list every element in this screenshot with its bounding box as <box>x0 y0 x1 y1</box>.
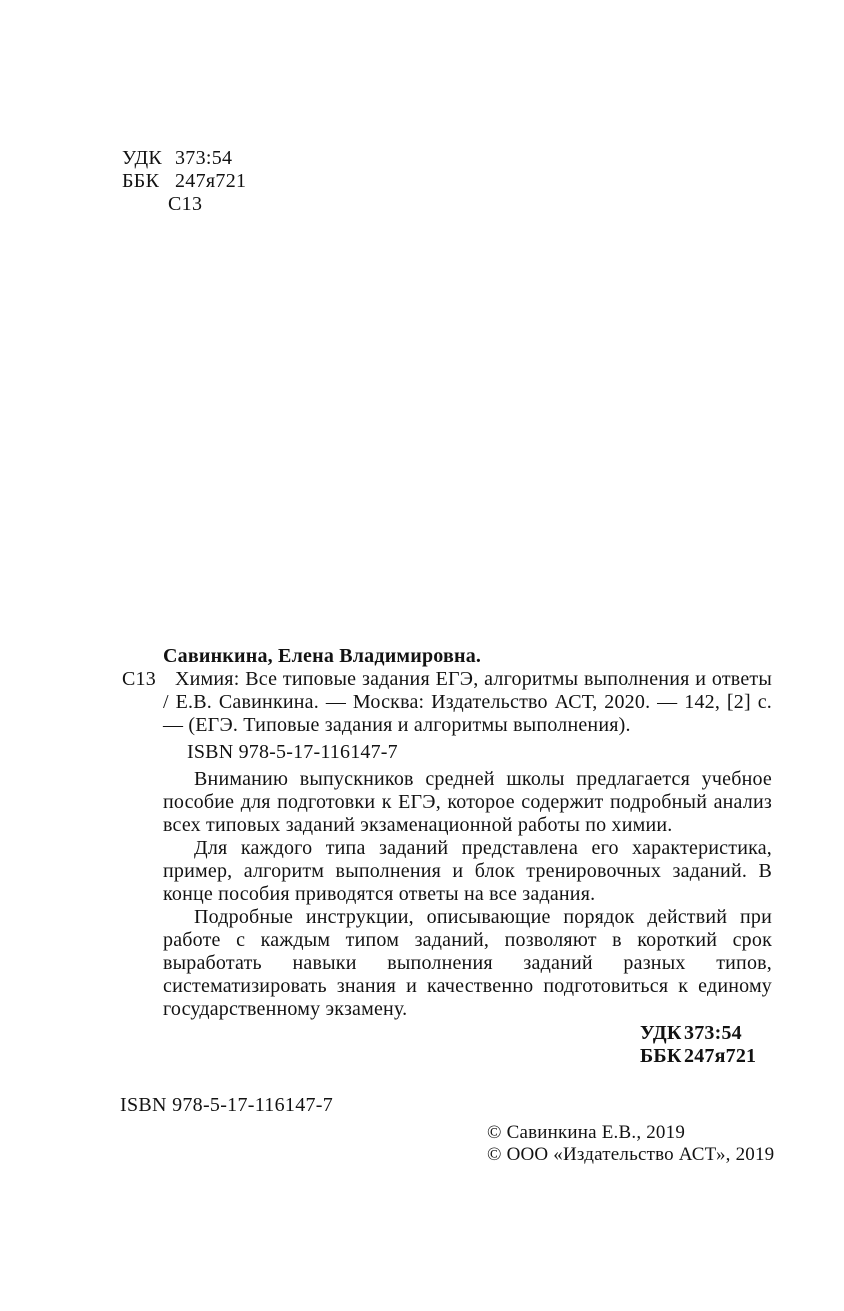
isbn-bottom: ISBN 978-5-17-116147-7 <box>120 1094 334 1116</box>
author-sign-margin: С13 <box>122 668 156 690</box>
udk-label-bottom: УДК <box>640 1022 682 1044</box>
udk-label: УДК <box>122 147 163 169</box>
copyright-author: © Савинкина Е.В., 2019 <box>487 1122 686 1143</box>
author-sign-value: С13 <box>168 193 203 215</box>
bbk-value-bottom: 247я721 <box>684 1045 757 1067</box>
annotation-paragraph: Вниманию выпускников средней школы предлагается учебное пособие для подготовки к ЕГЭ, которое содержит подробный анализ всех типовых заданий экзаменационной работы по химии. <box>163 768 772 836</box>
bbk-label-bottom: ББК <box>640 1045 682 1067</box>
bibliographic-description <box>122 668 772 737</box>
bbk-code-row-bottom <box>640 1045 772 1068</box>
classification-codes-bottom <box>640 1022 772 1068</box>
isbn-imprint: ISBN 978-5-17-116147-7 <box>187 741 398 763</box>
copyright-publisher: © ООО «Издательство АСТ», 2019 <box>487 1143 775 1165</box>
author-sign-top <box>122 193 246 216</box>
udk-value-bottom: 373:54 <box>684 1022 742 1044</box>
bbk-label: ББК <box>122 170 160 192</box>
bibliographic-text: Химия: Все типовые задания ЕГЭ, алгоритмы выполнения и ответы / Е.В. Савинкина. — Москва: Издательство АСТ, 2020. — 142, [2] с. — (ЕГЭ. Типовые задания и алгоритмы выполнения). <box>163 668 772 736</box>
annotation-paragraph: Для каждого типа заданий представлена его характеристика, пример, алгоритм выполнения и блок тренировочных заданий. В конце пособия приводятся ответы на все задания. <box>163 837 772 905</box>
author-heading: Савинкина, Елена Владимировна. <box>163 645 482 667</box>
bbk-value: 247я721 <box>175 170 247 192</box>
udk-code-row-bottom <box>640 1022 772 1045</box>
annotation-paragraph: Подробные инструкции, описывающие порядок действий при работе с каждым типом заданий, позволяют в короткий срок выработать навыки выполнения заданий разных типов, систематизировать знания и качественно подготовиться к единому государственному экзамену. <box>163 906 772 1020</box>
copyright-block <box>487 1122 774 1165</box>
udk-value: 373:54 <box>175 147 233 169</box>
imprint-block <box>122 645 772 1068</box>
udk-code-row <box>122 147 246 170</box>
classification-codes-top <box>122 147 246 216</box>
bbk-code-row <box>122 170 246 193</box>
